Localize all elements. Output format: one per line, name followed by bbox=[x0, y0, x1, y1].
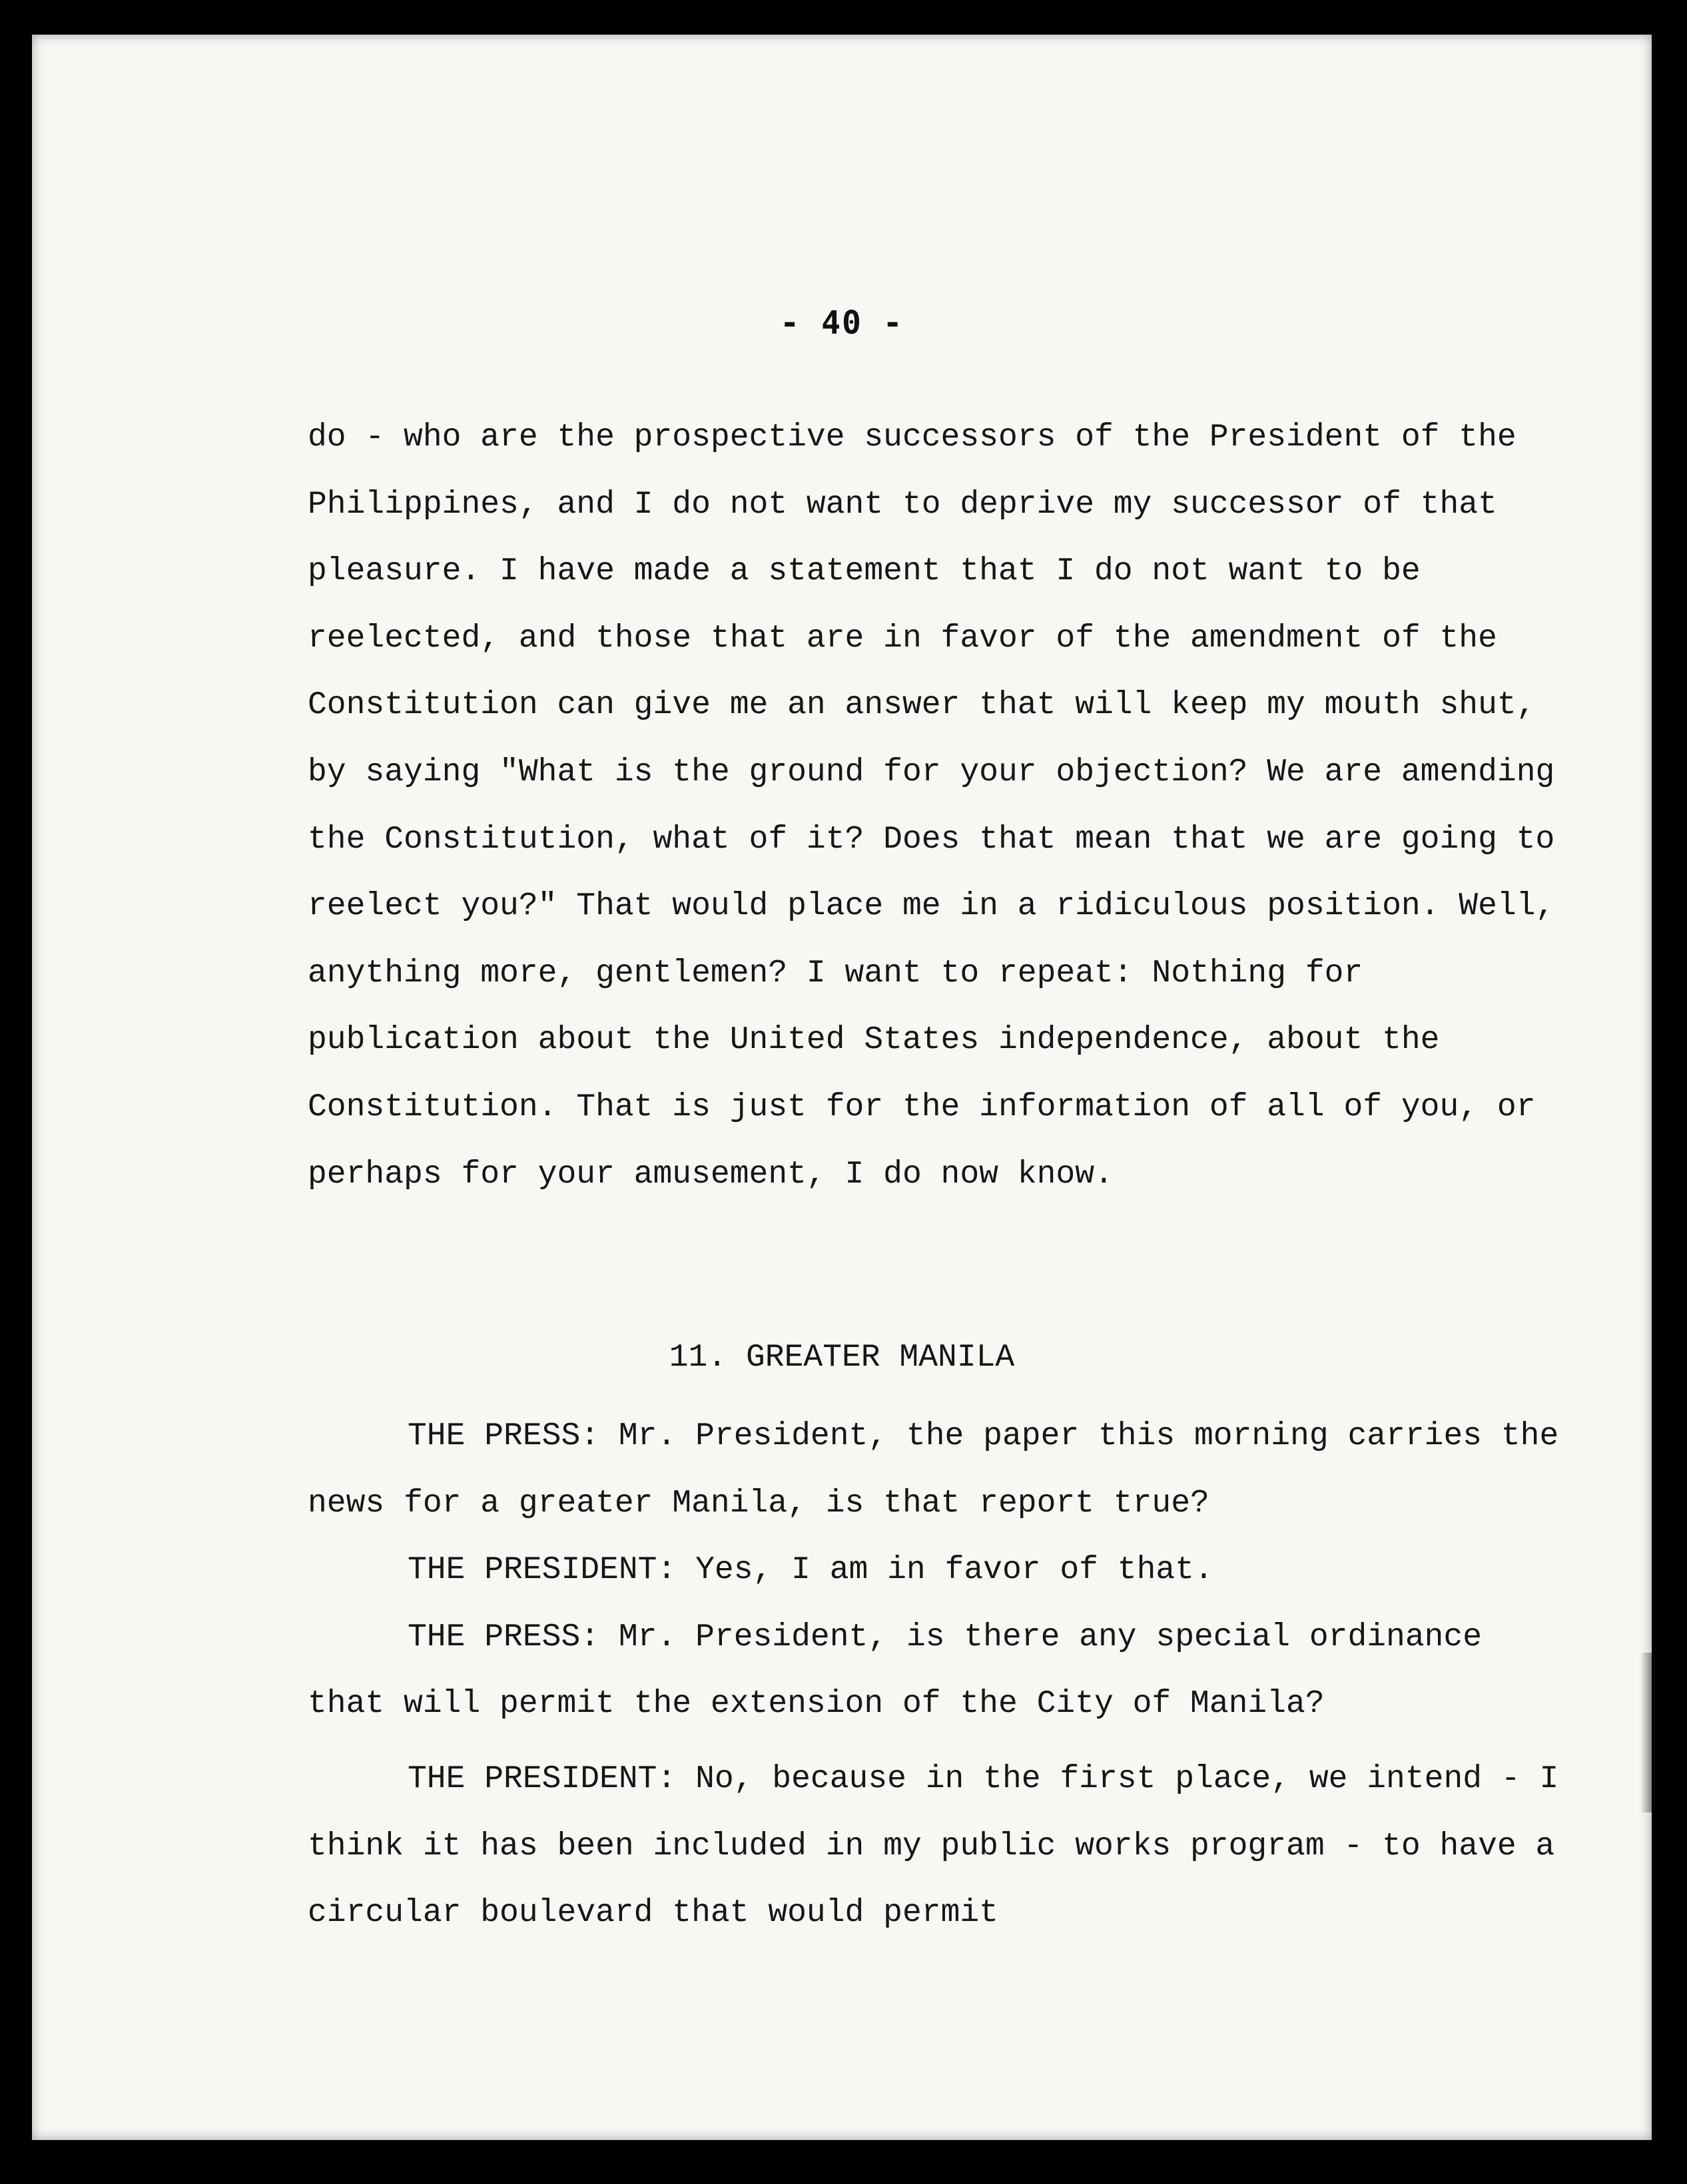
paragraph-gap bbox=[308, 1738, 1573, 1746]
exchange-4 bbox=[308, 1746, 1573, 1947]
exchange-text: No, because in the first place, we intend - I think it has been included in my public works program - to have a circular boulevard that would permit bbox=[308, 1761, 1559, 1932]
page-edge-shadow bbox=[1640, 1653, 1652, 1812]
speaker-label: THE PRESS: bbox=[408, 1619, 600, 1655]
exchange-1 bbox=[308, 1403, 1573, 1537]
exchange-3 bbox=[308, 1604, 1573, 1738]
speaker-label: THE PRESIDENT: bbox=[408, 1761, 677, 1797]
page-number: - 40 - bbox=[780, 304, 904, 342]
speaker-label: THE PRESIDENT: bbox=[408, 1552, 677, 1589]
exchange-text: Mr. President, is there any special ordinance that will permit the extension of the City of Manila? bbox=[308, 1619, 1483, 1723]
section-heading: 11. GREATER MANILA bbox=[669, 1340, 1015, 1376]
opening-paragraph-text: do - who are the prospective successors of the President of the Philippines, and I do not want to deprive my successor of that pleasure. I have made a statement that I do not want to be reelected, and those that are in favor of the amendment of the Constitution can give me an answer that will keep my mouth shut, by saying "What is the ground for your objection? We are amending the Constitution, what of it? Does that mean that we are going to reelect you?" That would place me in a ridiculous position. Well, anything more, gentlemen? I want to repeat: Nothing for publication about the United States independence, about the Constitution. That is just for the information of all of you, or perhaps for your amusement, I do now know. bbox=[308, 419, 1555, 1193]
speaker-label: THE PRESS: bbox=[408, 1418, 600, 1454]
exchange-2 bbox=[308, 1537, 1573, 1604]
exchange-text: Mr. President, the paper this morning carries the news for a greater Manila, is that report true? bbox=[308, 1418, 1559, 1521]
document-page bbox=[32, 35, 1652, 2140]
opening-paragraph bbox=[308, 404, 1573, 1208]
exchange-text: Yes, I am in favor of that. bbox=[695, 1552, 1213, 1589]
press-exchange bbox=[308, 1403, 1573, 1947]
